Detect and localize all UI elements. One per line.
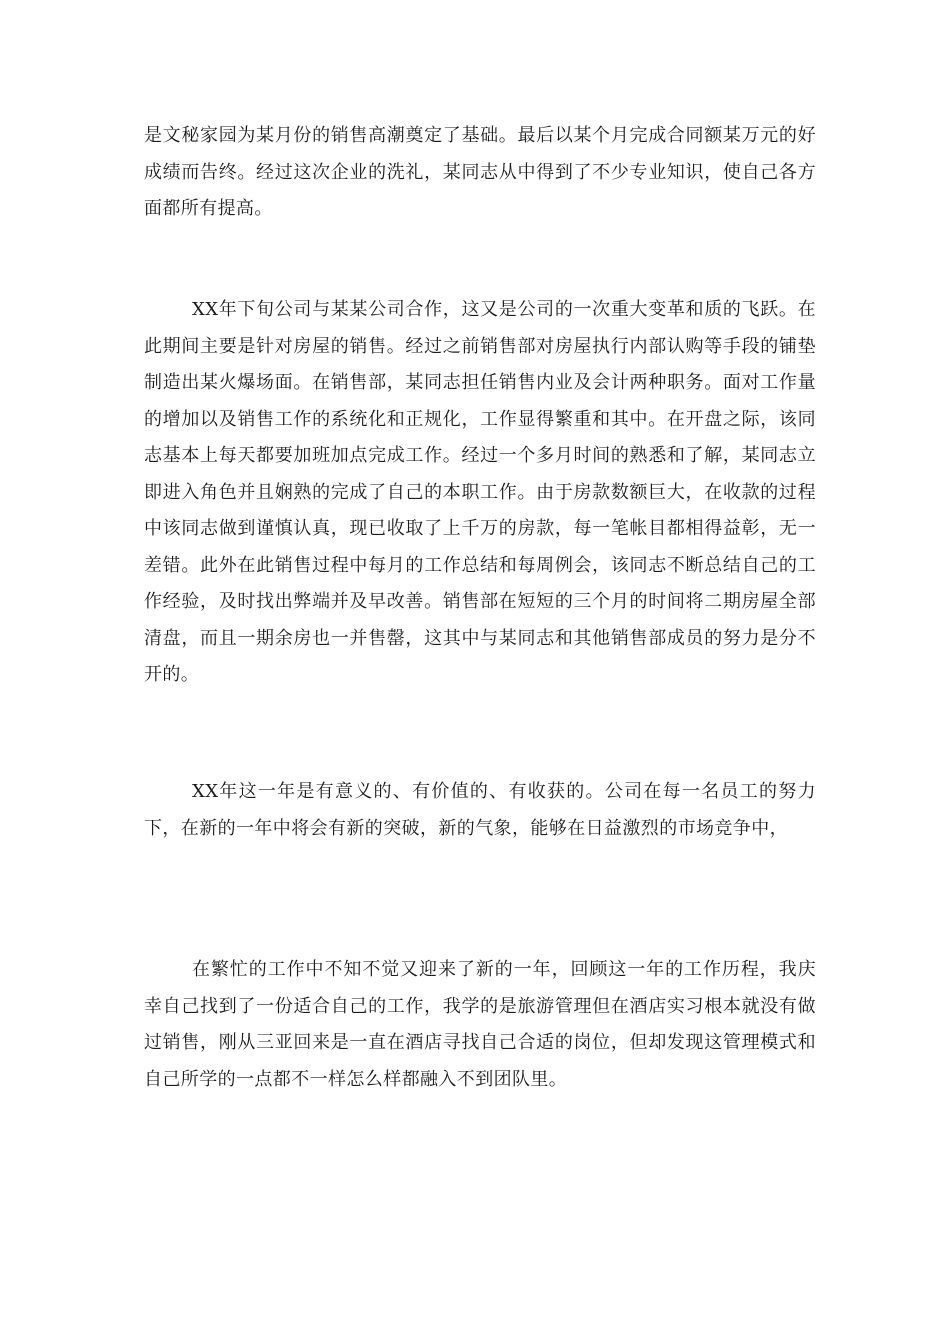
paragraph-4: 在繁忙的工作中不知不觉又迎来了新的一年，回顾这一年的工作历程，我庆幸自己找到了一份适合自己的工作，我学的是旅游管理但在酒店实习根本就没有做过销售，刚从三亚回来是一直在酒店寻找自己合适的岗位，但却发现这管理模式和自己所学的一点都不一样怎么样都融入不到团队里。 (144, 959, 816, 1090)
paragraph-1: 是文秘家园为某月份的销售高潮奠定了基础。最后以某个月完成合同额某万元的好成绩而告终。经过这次企业的洗礼，某同志从中得到了不少专业知识，使自己各方面都所有提高。 (144, 125, 816, 219)
paragraph-2: XX年下旬公司与某某公司合作，这又是公司的一次重大变革和质的飞跃。在此期间主要是针对房屋的销售。经过之前销售部对房屋执行内部认购等手段的铺垫制造出某火爆场面。在销售部，某同志担任销售内业及会计两种职务。面对工作量的增加以及销售工作的系统化和正规化，工作显得繁重和其中。在开盘之际，该同志基本上每天都要加班加点完成工作。经过一个多月时间的熟悉和了解，某同志立即进入角色并且娴熟的完成了自己的本职工作。由于房款数额巨大，在收款的过程中该同志做到谨慎认真，现已收取了上千万的房款，每一笔帐目都相得益彰，无一差错。此外在此销售过程中每月的工作总结和每周例会，该同志不断总结自己的工作经验，及时找出弊端并及早改善。销售部在短短的三个月的时间将二期房屋全部清盘，而且一期余房也一并售罄，这其中与某同志和其他销售部成员的努力是分不开的。 (144, 299, 816, 685)
paragraph-3: XX年这一年是有意义的、有价值的、有收获的。公司在每一名员工的努力下，在新的一年中将会有新的突破，新的气象，能够在日益激烈的市场竞争中， (144, 781, 816, 839)
